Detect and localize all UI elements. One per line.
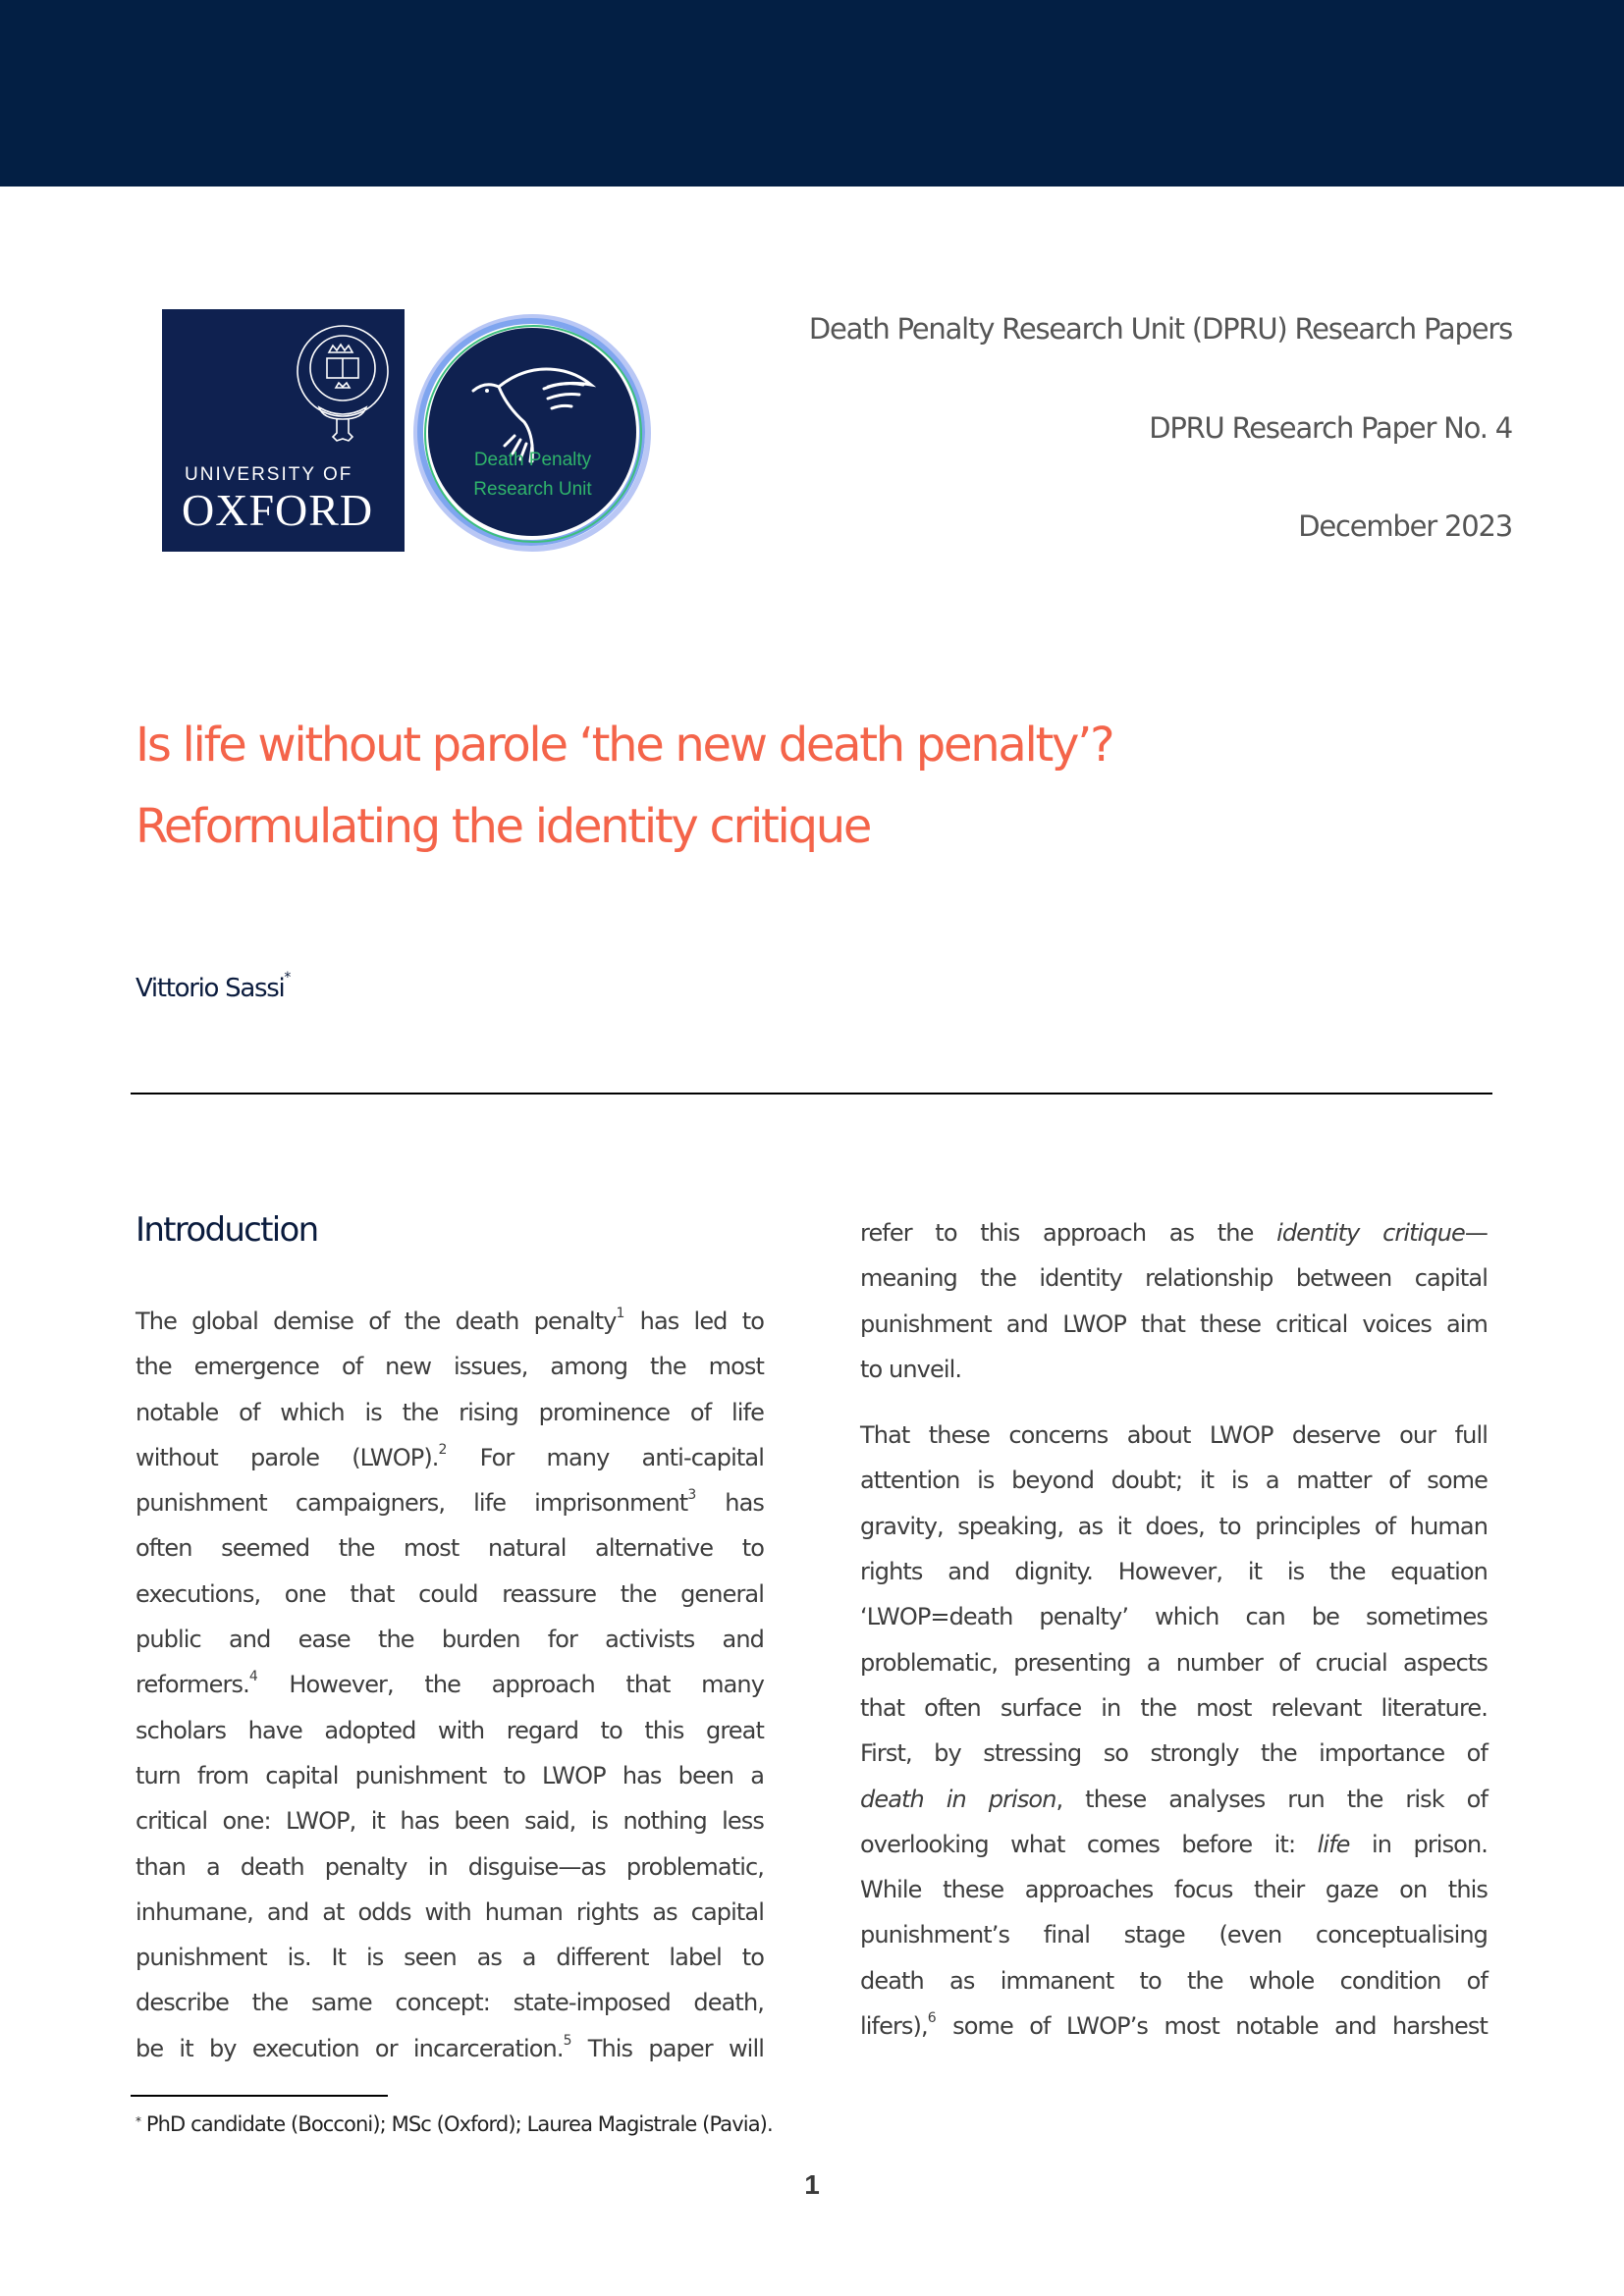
text-run: scholars have adopted with regard to this great xyxy=(135,1716,764,1744)
footnote-text: PhD candidate (Bocconi); MSc (Oxford); Laurea Magistrale (Pavia). xyxy=(140,2112,773,2136)
text-run: While these approaches focus their gaze on this xyxy=(860,1876,1488,1904)
dpru-logo-text-line1: Death Penalty xyxy=(473,450,592,470)
dpru-logo-text-line2: Research Unit xyxy=(473,479,592,500)
text-line xyxy=(860,1640,1488,1685)
oxford-university-of-text: UNIVERSITY OF xyxy=(185,464,353,485)
text-run: overlooking what comes before it: xyxy=(860,1830,1318,1858)
text-line xyxy=(860,1549,1488,1594)
text-run: notable of which is the rising prominence of life xyxy=(135,1398,764,1426)
text-run: However, the approach that many xyxy=(257,1671,764,1699)
oxford-wordmark: OXFORD xyxy=(182,485,374,535)
text-line xyxy=(135,1435,764,1480)
text-run: That these concerns about LWOP deserve our full xyxy=(860,1421,1488,1450)
left-column-text xyxy=(135,1299,764,2071)
text-line xyxy=(135,1572,764,1617)
top-header-band xyxy=(0,0,1624,187)
text-line xyxy=(860,1867,1488,1912)
text-run: punishment is. It is seen as a different label to xyxy=(135,1944,764,1972)
text-run: often seemed the most natural alternative to xyxy=(135,1534,764,1563)
paper-number: DPRU Research Paper No. 4 xyxy=(1149,411,1512,445)
text-line xyxy=(860,1210,1488,1255)
text-line xyxy=(860,1255,1488,1301)
paragraph-gap xyxy=(860,1392,1488,1413)
text-run: punishment campaigners, life imprisonment xyxy=(135,1489,688,1518)
text-run: describe the same concept: state-imposed death, xyxy=(135,1989,764,2017)
dpru-circle-badge xyxy=(412,312,653,553)
text-line xyxy=(860,1302,1488,1347)
text-line xyxy=(135,1798,764,1843)
text-line xyxy=(135,1980,764,2025)
text-run: inhumane, and at odds with human rights as capital xyxy=(135,1897,764,1926)
text-run: than a death penalty in disguise—as problematic, xyxy=(135,1852,764,1881)
text-run: meaning the identity relationship between capital xyxy=(860,1264,1488,1293)
oxford-logo xyxy=(162,309,405,552)
text-line xyxy=(135,1935,764,1980)
footnote-mark: * xyxy=(135,2114,141,2128)
text-run: First, by stressing so strongly the importance of xyxy=(860,1739,1488,1768)
footnote-reference[interactable]: 5 xyxy=(563,2032,572,2049)
text-line xyxy=(135,1617,764,1662)
paper-title-line2: Reformulating the identity critique xyxy=(135,799,871,854)
text-run: , these analyses run the risk of xyxy=(1056,1785,1488,1813)
text-run: problematic, presenting a number of crucial aspects xyxy=(860,1648,1488,1677)
dpru-logo xyxy=(412,312,653,553)
text-run: For many anti-capital xyxy=(447,1443,764,1471)
text-line xyxy=(860,1504,1488,1549)
footnote-reference[interactable]: 1 xyxy=(616,1306,625,1321)
emphasized-text: life xyxy=(1317,1830,1350,1858)
text-run: has led to xyxy=(624,1308,764,1335)
footnote-divider xyxy=(131,2095,388,2097)
page-number: 1 xyxy=(804,2169,820,2200)
text-line xyxy=(860,1822,1488,1867)
text-run: This paper will xyxy=(571,2034,764,2062)
right-column-text xyxy=(860,1210,1488,2049)
text-line xyxy=(135,1662,764,1707)
text-line xyxy=(860,1731,1488,1776)
text-line xyxy=(135,1890,764,1935)
text-run: punishment’s final stage (even conceptualising xyxy=(860,1921,1488,1949)
text-run: rights and dignity. However, it is the equation xyxy=(860,1558,1488,1586)
text-run: turn from capital punishment to LWOP has been a xyxy=(135,1761,764,1789)
text-line xyxy=(135,1708,764,1753)
text-line xyxy=(860,1594,1488,1639)
footnote-reference[interactable]: 3 xyxy=(687,1487,697,1504)
text-line xyxy=(135,1525,764,1571)
text-line xyxy=(135,1480,764,1525)
series-name: Death Penalty Research Unit (DPRU) Research Papers xyxy=(808,312,1512,346)
text-line xyxy=(135,2026,764,2071)
text-run: some of LWOP’s most notable and harshest xyxy=(936,2012,1488,2041)
paper-title-line1: Is life without parole ‘the new death penalty’? xyxy=(135,718,1113,773)
text-line xyxy=(860,2003,1488,2049)
text-run: public and ease the burden for activists and xyxy=(135,1626,764,1654)
text-run: lifers), xyxy=(860,2012,928,2041)
text-line xyxy=(860,1413,1488,1458)
text-run: to unveil. xyxy=(860,1355,962,1383)
author-name-text: Vittorio Sassi xyxy=(135,974,285,1003)
text-run: The global demise of the death penalty xyxy=(135,1308,617,1335)
text-run: refer to this approach as the xyxy=(860,1219,1277,1247)
author-name xyxy=(135,970,292,1003)
text-line xyxy=(135,1753,764,1798)
footnote-reference[interactable]: 6 xyxy=(927,2010,937,2027)
text-line xyxy=(860,1347,1488,1392)
text-run: in prison. xyxy=(1349,1830,1488,1858)
publication-date: December 2023 xyxy=(1298,509,1512,543)
text-line xyxy=(135,1299,764,1344)
text-run: gravity, speaking, as it does, to principles of human xyxy=(860,1512,1488,1540)
text-line xyxy=(860,1912,1488,1957)
text-run: the emergence of new issues, among the most xyxy=(135,1353,764,1381)
section-heading-introduction: Introduction xyxy=(135,1210,318,1250)
text-run: reformers. xyxy=(135,1671,249,1699)
title-divider xyxy=(131,1093,1492,1095)
text-run: without parole (LWOP). xyxy=(135,1443,439,1471)
author-footnote-mark[interactable]: * xyxy=(284,970,292,986)
text-line xyxy=(135,1844,764,1890)
emphasized-text: death in prison xyxy=(860,1785,1056,1813)
text-line xyxy=(135,1390,764,1435)
text-line xyxy=(860,1777,1488,1822)
text-run: executions, one that could reassure the general xyxy=(135,1579,764,1608)
text-run: punishment and LWOP that these critical voices aim xyxy=(860,1309,1488,1338)
text-line xyxy=(860,1685,1488,1731)
text-line xyxy=(860,1458,1488,1503)
text-run: — xyxy=(1464,1219,1488,1247)
emphasized-text: identity critique xyxy=(1276,1219,1465,1247)
text-run: death as immanent to the whole condition of xyxy=(860,1966,1488,1995)
footnote-reference[interactable]: 2 xyxy=(438,1441,448,1458)
text-line xyxy=(135,1344,764,1389)
text-line xyxy=(860,1958,1488,2003)
text-run: has xyxy=(696,1489,764,1518)
text-run: critical one: LWOP, it has been said, is nothing less xyxy=(135,1807,764,1836)
text-run: that often surface in the most relevant literature. xyxy=(860,1693,1488,1722)
footnote-reference[interactable]: 4 xyxy=(248,1669,258,1685)
text-run: be it by execution or incarceration. xyxy=(135,2034,564,2062)
text-run: attention is beyond doubt; it is a matter of some xyxy=(860,1467,1488,1495)
text-run: ‘LWOP=death penalty’ which can be sometimes xyxy=(860,1603,1488,1631)
footnote xyxy=(135,2112,773,2136)
